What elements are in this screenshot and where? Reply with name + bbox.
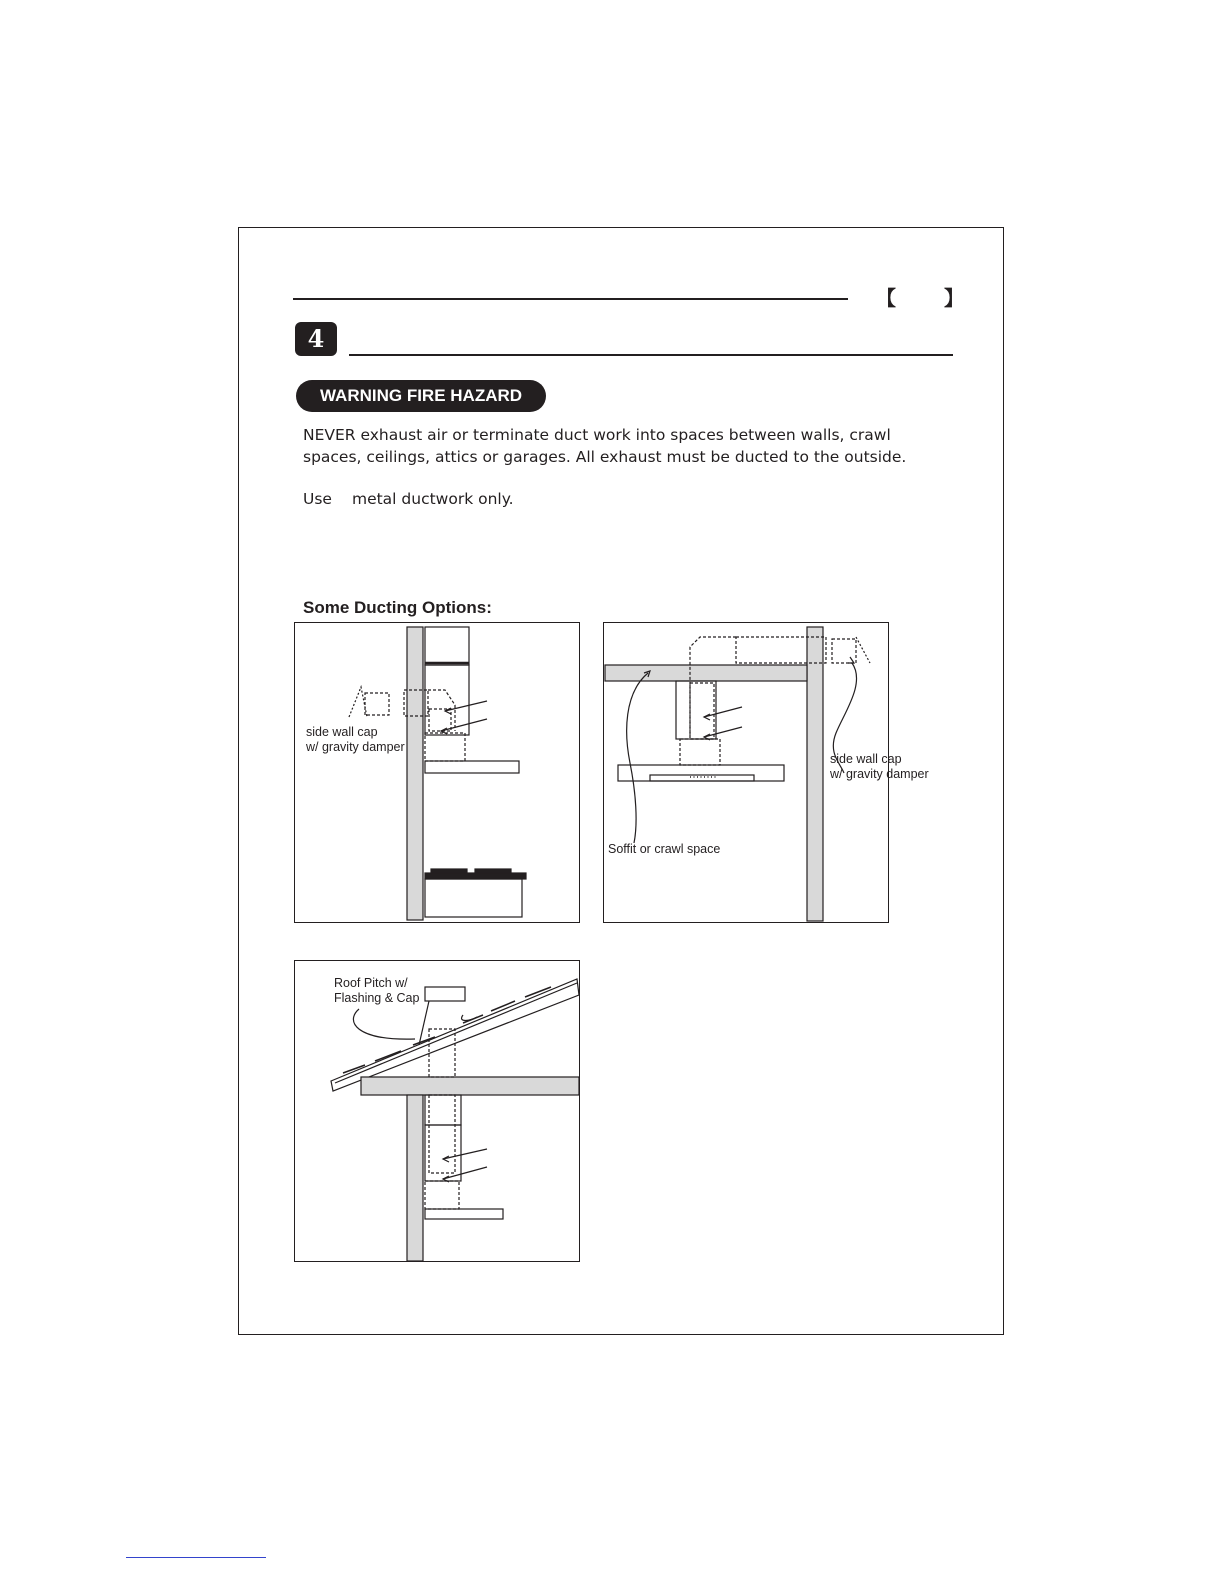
header-bracket-close: 】: [944, 288, 964, 310]
diagram-roof-venting: [294, 960, 580, 1262]
footer-link-underline: [126, 1557, 266, 1558]
soffit-cap-label-line2: w/ gravity damper: [830, 767, 929, 781]
warning-paragraph: NEVER exhaust air or terminate duct work into spaces between walls, crawl spaces, ceilings, attics or garages. All exhaust must be ducted to the outside.: [303, 426, 907, 466]
roof-label-line1: Roof Pitch w/: [334, 976, 408, 990]
wall-cap-label-line1: side wall cap: [306, 725, 378, 739]
diagram-wall-venting: [294, 622, 580, 923]
section-title: Some Ducting Options:: [303, 598, 492, 617]
step-number-badge: 4: [295, 322, 337, 356]
diagram-wall-drawing: [295, 623, 581, 924]
ductwork-note-suffix: metal ductwork only.: [351, 490, 514, 508]
wall-cap-label-line2: w/ gravity damper: [306, 740, 405, 754]
diagram-roof-drawing: [295, 961, 581, 1263]
ductwork-note: [303, 488, 514, 510]
diagram-soffit-venting: [603, 622, 929, 923]
header-rule: [293, 298, 848, 300]
header-bracket-open: 【: [876, 288, 896, 310]
step-title-rule: [349, 354, 953, 356]
ductwork-note-prefix: Use: [303, 490, 332, 508]
roof-label-line2: Flashing & Cap: [334, 991, 420, 1005]
soffit-cap-label-line1: side wall cap: [830, 752, 902, 766]
warning-badge: WARNING FIRE HAZARD: [296, 380, 546, 412]
soffit-space-label: Soffit or crawl space: [608, 842, 721, 856]
